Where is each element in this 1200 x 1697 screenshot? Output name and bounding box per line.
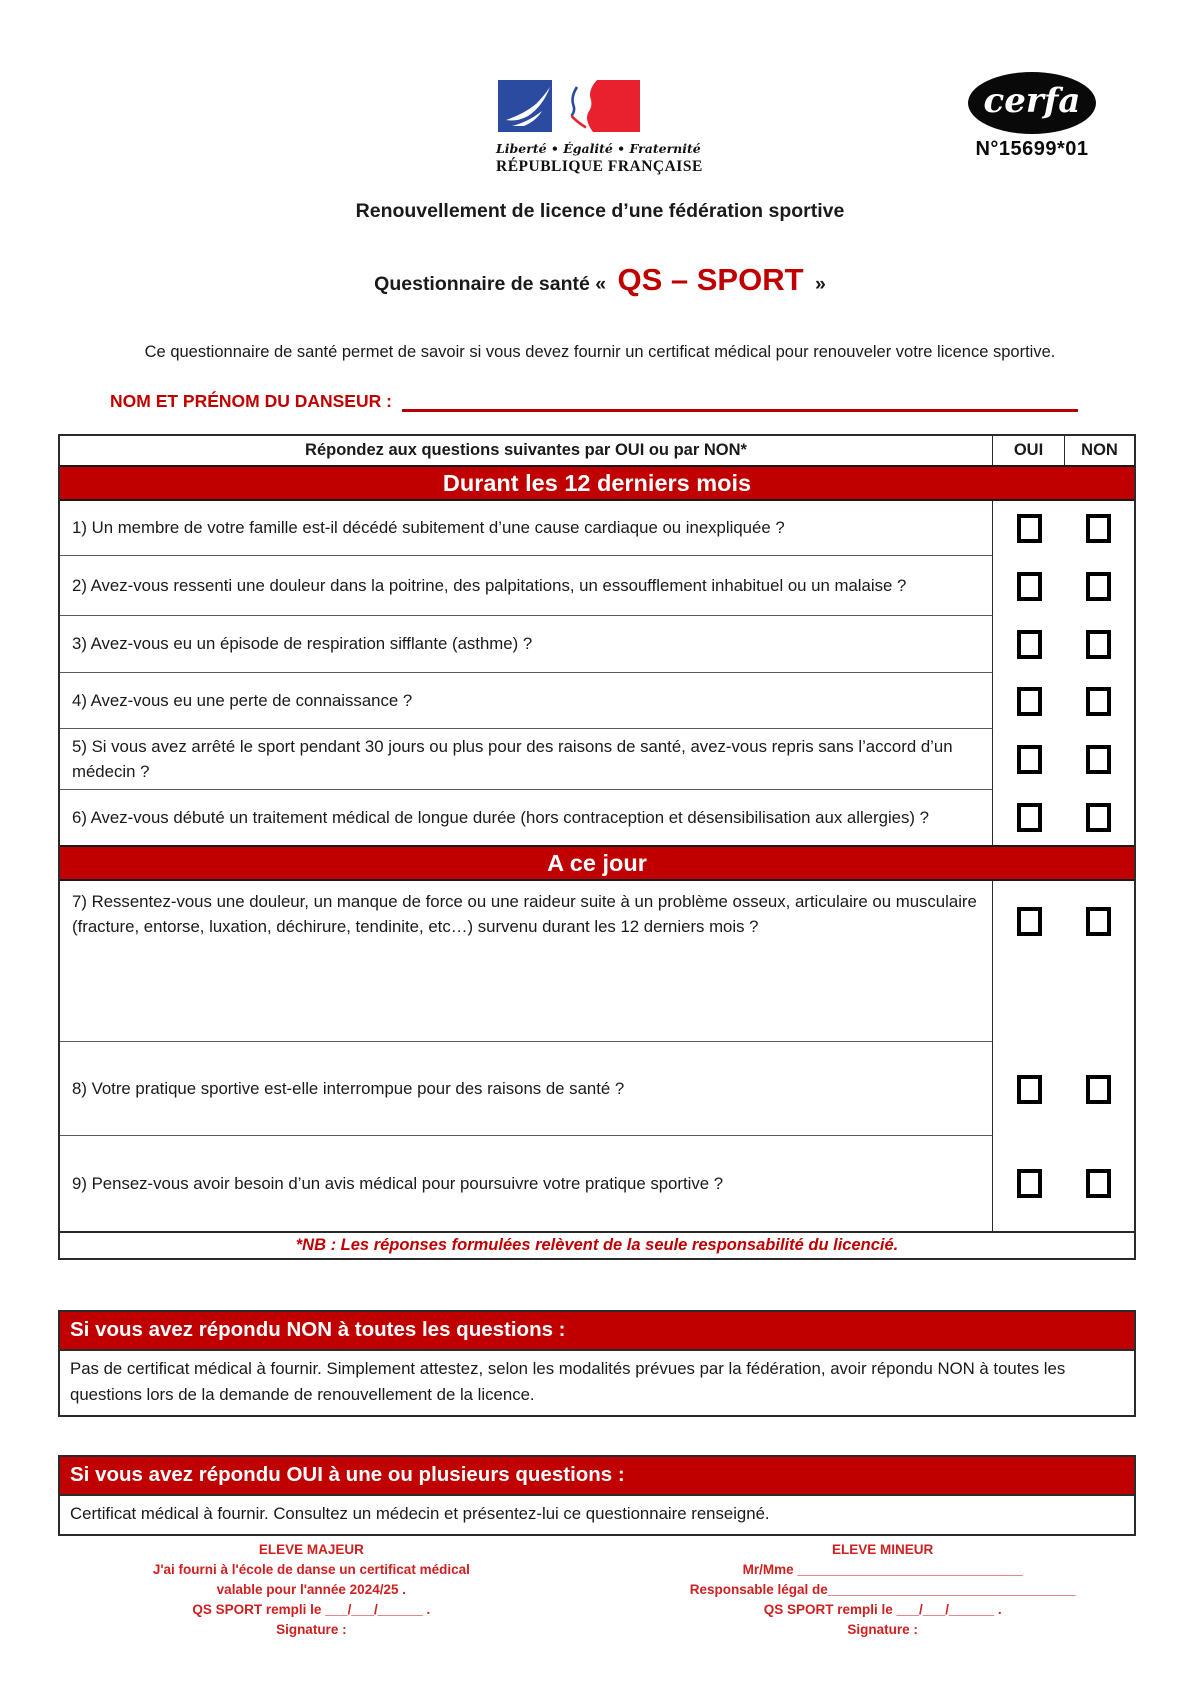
questionnaire-table xyxy=(58,434,1136,1260)
q7-non-checkbox[interactable] xyxy=(1086,907,1111,936)
outcome-oui-body: Certificat médical à fournir. Consultez un médecin et présentez-lui ce questionnaire renseigné. xyxy=(58,1494,1136,1536)
q5-non-checkbox[interactable] xyxy=(1086,745,1111,774)
question-row-2 xyxy=(60,556,1134,616)
answer-zone xyxy=(993,881,1134,1042)
q1-non-checkbox[interactable] xyxy=(1086,514,1111,543)
answer-zone xyxy=(993,1042,1134,1136)
majeur-line-1: J'ai fourni à l'école de danse un certificat médical xyxy=(152,1562,470,1577)
question-row-4 xyxy=(60,673,1134,729)
majeur-signature-label[interactable]: Signature : xyxy=(276,1622,347,1637)
question-row-3 xyxy=(60,616,1134,673)
question-row-6 xyxy=(60,790,1134,845)
q1-oui-checkbox[interactable] xyxy=(1017,514,1042,543)
q6-oui-checkbox[interactable] xyxy=(1017,803,1042,832)
answer-zone xyxy=(993,501,1134,556)
question-text: 9) Pensez-vous avoir besoin d’un avis médical pour poursuivre votre pratique sportive ? xyxy=(60,1136,993,1231)
cerfa-number: N°15699*01 xyxy=(975,138,1089,160)
republique-francaise-logo xyxy=(496,80,703,176)
q2-non-checkbox[interactable] xyxy=(1086,572,1111,601)
answer-zone xyxy=(993,729,1134,790)
cerfa-word: cerfa xyxy=(983,81,1081,121)
q9-non-checkbox[interactable] xyxy=(1086,1169,1111,1198)
cerfa-logo-block xyxy=(958,72,1106,161)
q4-non-checkbox[interactable] xyxy=(1086,687,1111,716)
eleve-majeur-block xyxy=(58,1540,565,1640)
answer-zone xyxy=(993,790,1134,845)
outcome-non-section xyxy=(58,1310,1136,1417)
question-text: 2) Avez-vous ressenti une douleur dans la poitrine, des palpitations, un essoufflement inhabituel ou un malaise ? xyxy=(60,556,993,616)
mineur-legal-line[interactable]: Responsable légal de_________________________________ xyxy=(689,1582,1076,1597)
q6-non-checkbox[interactable] xyxy=(1086,803,1111,832)
subtitle-prefix: Questionnaire de santé « xyxy=(374,273,607,295)
table-header-oui: OUI xyxy=(993,436,1065,465)
q4-oui-checkbox[interactable] xyxy=(1017,687,1042,716)
table-header-row xyxy=(60,436,1134,465)
eleve-majeur-title: ELEVE MAJEUR xyxy=(258,1542,364,1557)
majeur-date-line[interactable]: QS SPORT rempli le ___/___/______ . xyxy=(192,1602,431,1617)
question-text: 5) Si vous avez arrêté le sport pendant 30 jours ou plus pour des raisons de santé, avez-vous repris sans l’accord d’un médecin ? xyxy=(60,729,993,790)
q5-oui-checkbox[interactable] xyxy=(1017,745,1042,774)
eleve-mineur-title: ELEVE MINEUR xyxy=(832,1542,934,1557)
question-text: 8) Votre pratique sportive est-elle interrompue pour des raisons de santé ? xyxy=(60,1042,993,1136)
question-text: 4) Avez-vous eu une perte de connaissance ? xyxy=(60,673,993,729)
dancer-name-row xyxy=(110,390,1078,412)
mineur-date-line[interactable]: QS SPORT rempli le ___/___/______ . xyxy=(763,1602,1002,1617)
outcome-oui-section xyxy=(58,1455,1136,1536)
question-text: 3) Avez-vous eu un épisode de respiration sifflante (asthme) ? xyxy=(60,616,993,673)
signature-area xyxy=(58,1540,1136,1640)
question-row-5 xyxy=(60,729,1134,790)
dancer-name-label: NOM ET PRÉNOM DU DANSEUR : xyxy=(110,391,392,411)
intro-text: Ce questionnaire de santé permet de savoir si vous devez fournir un certificat médical pour renouveler votre licence sportive. xyxy=(144,343,1056,361)
answer-zone xyxy=(993,1136,1134,1231)
dancer-name-field[interactable] xyxy=(402,390,1078,412)
answer-zone xyxy=(993,673,1134,729)
q7-oui-checkbox[interactable] xyxy=(1017,907,1042,936)
form-title: Renouvellement de licence d’une fédération sportive xyxy=(355,200,845,222)
rf-motto: Liberté • Égalité • Fraternité xyxy=(496,141,701,156)
answer-zone xyxy=(993,616,1134,673)
subtitle-suffix: » xyxy=(814,273,826,295)
q8-non-checkbox[interactable] xyxy=(1086,1075,1111,1104)
outcome-non-title: Si vous avez répondu NON à toutes les questions : xyxy=(58,1310,1136,1349)
question-row-7 xyxy=(60,881,1134,1042)
outcome-non-body: Pas de certificat médical à fournir. Simplement attestez, selon les modalités prévues par la fédération, avoir répondu NON à toutes les questions lors de la demande de renouvellement de la licence. xyxy=(58,1349,1136,1417)
section-band-12-months: Durant les 12 derniers mois xyxy=(60,465,1134,501)
q3-oui-checkbox[interactable] xyxy=(1017,630,1042,659)
question-row-1 xyxy=(60,501,1134,556)
question-text: 1) Un membre de votre famille est-il décédé subitement d’une cause cardiaque ou inexpliquée ? xyxy=(60,501,993,556)
table-header-non: NON xyxy=(1081,441,1118,459)
question-text: 6) Avez-vous débuté un traitement médical de longue durée (hors contraception et désensibilisation aux allergies) ? xyxy=(60,790,993,845)
question-text: 7) Ressentez-vous une douleur, un manque de force ou une raideur suite à un problème osseux, articulaire ou musculaire (fracture, entorse, luxation, déchirure, tendinite, etc…) survenu durant les 12 derniers mois ? xyxy=(60,881,993,1042)
outcome-oui-title: Si vous avez répondu OUI à une ou plusieurs questions : xyxy=(58,1455,1136,1494)
nb-note: *NB : Les réponses formulées relèvent de la seule responsabilité du licencié. xyxy=(60,1231,1134,1258)
question-row-9 xyxy=(60,1136,1134,1231)
q2-oui-checkbox[interactable] xyxy=(1017,572,1042,601)
eleve-mineur-block xyxy=(629,1540,1136,1640)
q3-non-checkbox[interactable] xyxy=(1086,630,1111,659)
q9-oui-checkbox[interactable] xyxy=(1017,1169,1042,1198)
subtitle-qs-sport: QS – SPORT xyxy=(617,262,804,297)
majeur-line-2: valable pour l'année 2024/25 . xyxy=(216,1582,406,1597)
mineur-name-line[interactable]: Mr/Mme ______________________________ xyxy=(742,1562,1023,1577)
section-band-today: A ce jour xyxy=(60,845,1134,881)
q8-oui-checkbox[interactable] xyxy=(1017,1075,1042,1104)
marianne-flag-icon xyxy=(498,80,640,132)
form-subtitle xyxy=(0,262,1200,298)
answer-zone xyxy=(993,556,1134,616)
cerfa-icon xyxy=(968,72,1096,134)
mineur-signature-label[interactable]: Signature : xyxy=(847,1622,918,1637)
question-row-8 xyxy=(60,1042,1134,1136)
table-header-question: Répondez aux questions suivantes par OUI ou par NON* xyxy=(60,436,993,465)
rf-republic-label: RÉPUBLIQUE FRANÇAISE xyxy=(496,158,703,175)
